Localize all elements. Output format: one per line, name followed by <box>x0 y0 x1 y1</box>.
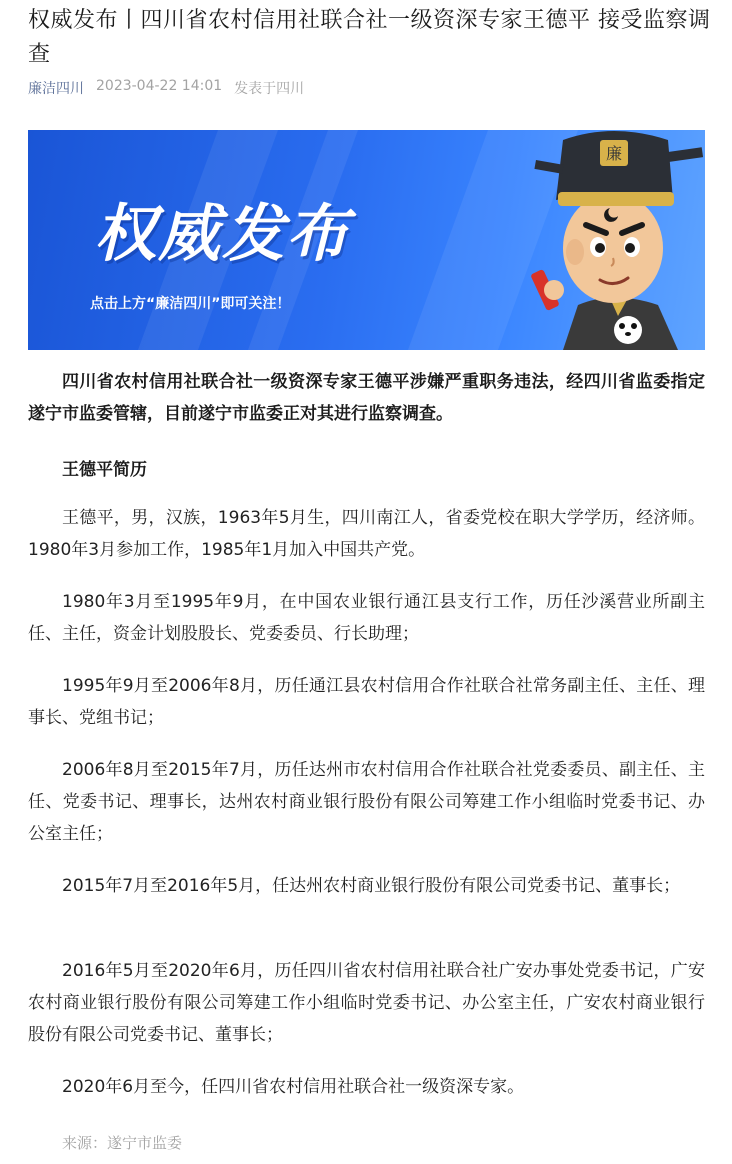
mascot-official-illustration <box>518 130 705 350</box>
resume-paragraph: 2016年5月至2020年6月，历任四川省农村信用社联合社广安办事处党委书记，广安农村商业银行股份有限公司筹建工作小组临时党委书记、办公室主任，广安农村商业银行股份有限公司党委书记、董事长； <box>28 961 705 1045</box>
resume-paragraph: 2006年8月至2015年7月，历任达州市农村信用合作社联合社党委委员、副主任、主任、党委书记、理事长，达州农村商业银行股份有限公司筹建工作小组临时党委书记、办公室主任； <box>28 760 705 844</box>
resume-paragraph: 2020年6月至今，任四川省农村信用社联合社一级资深专家。 <box>62 1077 525 1097</box>
source-credit: 来源：遂宁市监委 <box>62 1134 183 1152</box>
resume-paragraph: 1995年9月至2006年8月，历任通江县农村信用合作社联合社常务副主任、主任、理事长、党组书记； <box>28 676 705 728</box>
resume-paragraph: 王德平，男，汉族，1963年5月生，四川南江人，省委党校在职大学学历，经济师。1980年3月参加工作，1985年1月加入中国共产党。 <box>28 508 705 560</box>
banner-image <box>28 130 705 350</box>
account-name-link[interactable]: 廉洁四川 <box>28 81 84 97</box>
article-title: 权威发布丨四川省农村信用社联合社一级资深专家王德平 接受监察调查 <box>28 8 711 67</box>
banner-headline: 权威发布 <box>94 197 351 270</box>
resume-paragraph: 1980年3月至1995年9月，在中国农业银行通江县支行工作，历任沙溪营业所副主任、主任，资金计划股股长、党委委员、行长助理； <box>28 592 705 644</box>
hat-badge-character: 廉 <box>605 144 623 163</box>
publish-datetime: 2023-04-22 14:01 <box>96 78 223 94</box>
banner-tagline: 点击上方“廉洁四川”即可关注！ <box>90 296 291 312</box>
article-meta <box>28 78 304 98</box>
resume-heading: 王德平简历 <box>62 460 147 480</box>
lead-paragraph: 四川省农村信用社联合社一级资深专家王德平涉嫌严重职务违法，经四川省监委指定遂宁市监委管辖，目前遂宁市监委正对其进行监察调查。 <box>28 372 705 424</box>
publish-location: 发表于四川 <box>234 81 305 97</box>
resume-paragraph: 2015年7月至2016年5月，任达州农村商业银行股份有限公司党委书记、董事长； <box>62 876 681 896</box>
